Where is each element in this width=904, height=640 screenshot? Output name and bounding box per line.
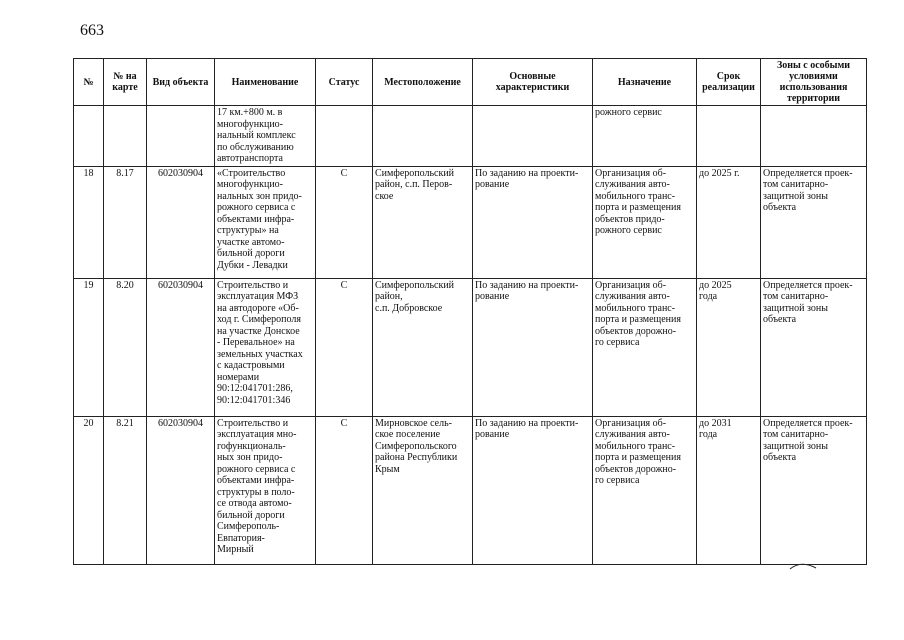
objects-table	[73, 58, 867, 565]
cell-location-text: Симферопольский район, с.п. Перов- ское	[375, 167, 455, 202]
cell-characteristics	[473, 166, 593, 278]
header-name: Наименование	[215, 59, 316, 106]
cell-object-type: 602030904	[147, 278, 215, 416]
table-row	[74, 166, 867, 278]
cell-zones-text: Определяется проек- том санитарно- защитной зоны объекта	[763, 279, 853, 325]
pen-mark-icon	[789, 559, 817, 571]
cell-term	[697, 416, 761, 564]
cell-num: 19	[74, 278, 104, 416]
cell-purpose	[593, 416, 697, 564]
cell-name	[215, 166, 316, 278]
cell-status: С	[316, 278, 373, 416]
cell-term	[697, 106, 761, 167]
cell-map-num: 8.17	[104, 166, 147, 278]
table-header-row	[74, 59, 867, 106]
header-purpose: Назначение	[593, 59, 697, 106]
cell-location-text: Симферопольский район, с.п. Добровское	[375, 279, 455, 314]
cell-purpose-text: Организация об- служивания авто- мобильного транс- порта и размещения объектов придо- рожного сервис	[595, 167, 681, 236]
cell-location	[373, 166, 473, 278]
header-status: Статус	[316, 59, 373, 106]
cell-purpose-text: рожного сервис	[595, 107, 662, 118]
cell-term-text: до 2025 года	[699, 279, 732, 302]
cell-characteristics	[473, 278, 593, 416]
cell-object-type	[147, 106, 215, 167]
cell-zones	[761, 106, 867, 167]
cell-status: С	[316, 166, 373, 278]
cell-zones-text: Определяется проек- том санитарно- защитной зоны объекта	[763, 167, 853, 213]
cell-term	[697, 166, 761, 278]
cell-zones	[761, 416, 867, 564]
cell-object-type: 602030904	[147, 166, 215, 278]
cell-characteristics	[473, 416, 593, 564]
table-row	[74, 106, 867, 167]
cell-name	[215, 278, 316, 416]
cell-name	[215, 106, 316, 167]
cell-object-type: 602030904	[147, 416, 215, 564]
cell-characteristics-text: По заданию на проекти- рование	[475, 417, 579, 440]
cell-map-num: 8.20	[104, 278, 147, 416]
cell-name-text: Строительство и эксплуатация мно- гофункциональ- ных зон придо- рожного сервиса с объектами инфра- структуры в поло- се отвода автомо- бильной дороги Симферополь- Евпатория- Мирный	[217, 417, 297, 555]
cell-location	[373, 106, 473, 167]
cell-characteristics	[473, 106, 593, 167]
header-num: №	[74, 59, 104, 106]
cell-num: 18	[74, 166, 104, 278]
cell-purpose	[593, 278, 697, 416]
cell-location	[373, 278, 473, 416]
cell-characteristics-text: По заданию на проекти- рование	[475, 279, 579, 302]
cell-num: 20	[74, 416, 104, 564]
cell-term-text: до 2025 г.	[699, 167, 740, 179]
cell-num	[74, 106, 104, 167]
cell-purpose-text: Организация об- служивания авто- мобильного транс- порта и размещения объектов дорожно- го сервиса	[595, 417, 681, 486]
table-row	[74, 416, 867, 564]
cell-term-text: до 2031 года	[699, 417, 732, 440]
cell-zones	[761, 166, 867, 278]
cell-name-text: «Строительство многофункцио- нальных зон придо- рожного сервиса с объектами инфра- структуры» на участке автомо- бильной дороги Дубки - Левадки	[217, 167, 302, 271]
header-zones: Зоны с особыми условиями использования территории	[761, 59, 867, 106]
cell-status	[316, 106, 373, 167]
cell-name-text: 17 км.+800 м. в многофункцио- нальный комплекс по обслуживанию автотранспорта	[217, 107, 296, 164]
cell-purpose	[593, 166, 697, 278]
cell-zones	[761, 278, 867, 416]
table-row	[74, 278, 867, 416]
header-location: Местоположение	[373, 59, 473, 106]
page-number: 663	[80, 22, 104, 39]
cell-characteristics-text: По заданию на проекти- рование	[475, 167, 579, 190]
cell-location-text: Мирновское сель- ское поселение Симферопольского района Республики Крым	[375, 417, 458, 475]
header-object-type: Вид объекта	[147, 59, 215, 106]
header-map-num: № на карте	[104, 59, 147, 106]
cell-purpose	[593, 106, 697, 167]
cell-location	[373, 416, 473, 564]
header-characteristics: Основные характеристики	[473, 59, 593, 106]
cell-map-num	[104, 106, 147, 167]
cell-term	[697, 278, 761, 416]
cell-name-text: Строительство и эксплуатация МФЗ на автодороге «Об- ход г. Симферополя на участке Донское - Перевальное» на земельных участках с кадастровыми номерами 90:12:041701:286, 90:12:041701:346	[217, 279, 303, 406]
cell-map-num: 8.21	[104, 416, 147, 564]
cell-name	[215, 416, 316, 564]
cell-status: С	[316, 416, 373, 564]
cell-purpose-text: Организация об- служивания авто- мобильного транс- порта и размещения объектов дорожно- го сервиса	[595, 279, 681, 348]
header-term: Срок реализации	[697, 59, 761, 106]
cell-zones-text: Определяется проек- том санитарно- защитной зоны объекта	[763, 417, 853, 463]
